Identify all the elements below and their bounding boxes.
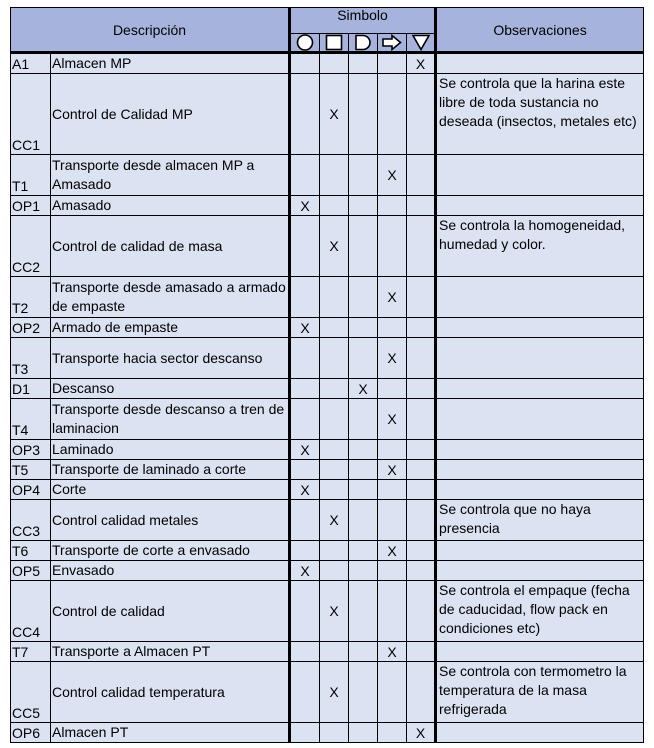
- table-row: [11, 318, 644, 338]
- symbol-cell-storage-triangle: [407, 480, 436, 500]
- step-description: Transporte de corte a envasado: [51, 541, 290, 561]
- symbol-cell-delay-d: [349, 155, 378, 196]
- step-observation: Se controla el empaque (fecha de caducidad, flow pack en condiciones etc): [436, 581, 644, 642]
- table-row: [11, 53, 644, 74]
- symbol-cell-inspection-square: [320, 318, 349, 338]
- step-observation: [436, 318, 644, 338]
- step-code: T2: [11, 277, 51, 318]
- inspection-square-icon: [320, 34, 349, 53]
- step-code: OP5: [11, 561, 51, 581]
- symbol-cell-inspection-square: [320, 480, 349, 500]
- symbol-cell-transport-arrow: [378, 53, 407, 74]
- symbol-cell-delay-d: [349, 53, 378, 74]
- symbol-cell-delay-d: [349, 399, 378, 440]
- table-row: [11, 399, 644, 440]
- table-row: [11, 581, 644, 642]
- step-description: Transporte a Almacen PT: [51, 642, 290, 662]
- symbol-cell-transport-arrow: [378, 318, 407, 338]
- step-code: OP3: [11, 440, 51, 460]
- symbol-mark: X: [378, 642, 407, 662]
- symbol-cell-storage-triangle: [407, 318, 436, 338]
- step-observation: Se controla que la harina este libre de toda sustancia no deseada (insectos, metales etc): [436, 74, 644, 155]
- header-descripcion: Descripción: [11, 8, 290, 53]
- step-description: Envasado: [51, 561, 290, 581]
- symbol-cell-delay-d: [349, 561, 378, 581]
- step-description: Control de calidad: [51, 581, 290, 642]
- symbol-cell-inspection-square: [320, 399, 349, 440]
- symbol-mark: X: [378, 460, 407, 480]
- table-row: [11, 196, 644, 216]
- step-code: T1: [11, 155, 51, 196]
- symbol-cell-operation-circle: [290, 581, 320, 642]
- step-description: Transporte de laminado a corte: [51, 460, 290, 480]
- symbol-cell-delay-d: [349, 196, 378, 216]
- symbol-cell-inspection-square: [320, 460, 349, 480]
- symbol-cell-inspection-square: [320, 541, 349, 561]
- step-code: T3: [11, 338, 51, 379]
- symbol-mark: X: [320, 662, 349, 723]
- table-row: [11, 642, 644, 662]
- symbol-mark: X: [378, 338, 407, 379]
- table-row: [11, 723, 644, 743]
- symbol-cell-operation-circle: [290, 216, 320, 277]
- step-description: Amasado: [51, 196, 290, 216]
- table-row: [11, 561, 644, 581]
- process-flow-table: [10, 7, 644, 743]
- symbol-cell-transport-arrow: [378, 662, 407, 723]
- symbol-cell-operation-circle: [290, 541, 320, 561]
- symbol-cell-storage-triangle: [407, 642, 436, 662]
- step-observation: [436, 723, 644, 743]
- symbol-cell-storage-triangle: [407, 440, 436, 460]
- step-observation: [436, 338, 644, 379]
- symbol-cell-transport-arrow: [378, 74, 407, 155]
- header-observaciones: Observaciones: [436, 8, 644, 53]
- step-code: T4: [11, 399, 51, 440]
- step-code: T5: [11, 460, 51, 480]
- table-row: [11, 500, 644, 541]
- operation-circle-icon: [290, 34, 320, 53]
- step-observation: Se controla con termometro la temperatura de la masa refrigerada: [436, 662, 644, 723]
- symbol-mark: X: [290, 561, 320, 581]
- step-observation: [436, 379, 644, 399]
- symbol-mark: X: [378, 541, 407, 561]
- step-code: CC2: [11, 216, 51, 277]
- symbol-cell-inspection-square: [320, 338, 349, 379]
- step-description: Almacen MP: [51, 53, 290, 74]
- step-description: Control calidad temperatura: [51, 662, 290, 723]
- storage-triangle-icon: [407, 34, 436, 53]
- symbol-cell-inspection-square: [320, 642, 349, 662]
- step-code: OP1: [11, 196, 51, 216]
- step-observation: [436, 399, 644, 440]
- symbol-cell-storage-triangle: [407, 662, 436, 723]
- step-description: Laminado: [51, 440, 290, 460]
- symbol-mark: X: [290, 480, 320, 500]
- step-observation: [436, 541, 644, 561]
- symbol-mark: X: [320, 581, 349, 642]
- symbol-cell-storage-triangle: [407, 541, 436, 561]
- step-observation: Se controla que no haya presencia: [436, 500, 644, 541]
- step-code: CC3: [11, 500, 51, 541]
- step-description: Transporte desde amasado a armado de empaste: [51, 277, 290, 318]
- symbol-cell-storage-triangle: [407, 581, 436, 642]
- step-observation: [436, 277, 644, 318]
- symbol-cell-transport-arrow: [378, 196, 407, 216]
- step-description: Transporte desde descanso a tren de laminacion: [51, 399, 290, 440]
- step-description: Almacen PT: [51, 723, 290, 743]
- symbol-cell-storage-triangle: [407, 379, 436, 399]
- symbol-cell-storage-triangle: [407, 74, 436, 155]
- symbol-mark: X: [290, 440, 320, 460]
- symbol-cell-transport-arrow: [378, 216, 407, 277]
- symbol-cell-storage-triangle: [407, 155, 436, 196]
- symbol-cell-operation-circle: [290, 642, 320, 662]
- symbol-cell-transport-arrow: [378, 500, 407, 541]
- table-row: [11, 277, 644, 318]
- symbol-cell-storage-triangle: [407, 460, 436, 480]
- step-code: CC1: [11, 74, 51, 155]
- symbol-cell-transport-arrow: [378, 723, 407, 743]
- symbol-cell-inspection-square: [320, 440, 349, 460]
- symbol-cell-delay-d: [349, 216, 378, 277]
- symbol-mark: X: [407, 723, 436, 743]
- symbol-cell-delay-d: [349, 338, 378, 379]
- symbol-mark: X: [320, 500, 349, 541]
- step-description: Control de Calidad MP: [51, 74, 290, 155]
- symbol-cell-inspection-square: [320, 53, 349, 74]
- step-observation: [436, 642, 644, 662]
- symbol-cell-delay-d: [349, 277, 378, 318]
- table-row: [11, 338, 644, 379]
- symbol-cell-inspection-square: [320, 379, 349, 399]
- step-description: Control de calidad de masa: [51, 216, 290, 277]
- symbol-mark: X: [320, 216, 349, 277]
- symbol-cell-delay-d: [349, 723, 378, 743]
- symbol-cell-operation-circle: [290, 723, 320, 743]
- step-observation: Se controla la homogeneidad, humedad y color.: [436, 216, 644, 277]
- symbol-cell-inspection-square: [320, 723, 349, 743]
- step-description: Corte: [51, 480, 290, 500]
- symbol-cell-operation-circle: [290, 155, 320, 196]
- symbol-mark: X: [290, 196, 320, 216]
- symbol-cell-storage-triangle: [407, 216, 436, 277]
- step-observation: [436, 460, 644, 480]
- symbol-cell-delay-d: [349, 74, 378, 155]
- step-code: OP4: [11, 480, 51, 500]
- step-code: T7: [11, 642, 51, 662]
- symbol-cell-transport-arrow: [378, 440, 407, 460]
- step-description: Armado de empaste: [51, 318, 290, 338]
- symbol-mark: X: [407, 53, 436, 74]
- symbol-cell-operation-circle: [290, 277, 320, 318]
- step-code: CC4: [11, 581, 51, 642]
- step-description: Transporte hacia sector descanso: [51, 338, 290, 379]
- step-code: D1: [11, 379, 51, 399]
- symbol-cell-operation-circle: [290, 53, 320, 74]
- symbol-cell-transport-arrow: [378, 480, 407, 500]
- symbol-cell-operation-circle: [290, 399, 320, 440]
- header-simbolo: Simbolo: [290, 8, 436, 34]
- symbol-mark: X: [378, 155, 407, 196]
- symbol-cell-operation-circle: [290, 74, 320, 155]
- symbol-cell-inspection-square: [320, 196, 349, 216]
- step-code: OP6: [11, 723, 51, 743]
- table-row: [11, 440, 644, 460]
- symbol-cell-storage-triangle: [407, 399, 436, 440]
- symbol-cell-delay-d: [349, 440, 378, 460]
- symbol-cell-transport-arrow: [378, 561, 407, 581]
- step-observation: [436, 480, 644, 500]
- symbol-cell-operation-circle: [290, 338, 320, 379]
- symbol-mark: X: [378, 277, 407, 318]
- table-row: [11, 480, 644, 500]
- table-row: [11, 460, 644, 480]
- symbol-cell-storage-triangle: [407, 500, 436, 541]
- symbol-cell-delay-d: [349, 318, 378, 338]
- symbol-cell-delay-d: [349, 480, 378, 500]
- step-observation: [436, 561, 644, 581]
- symbol-cell-storage-triangle: [407, 196, 436, 216]
- symbol-cell-delay-d: [349, 500, 378, 541]
- symbol-cell-operation-circle: [290, 379, 320, 399]
- symbol-mark: X: [290, 318, 320, 338]
- process-steps: [11, 53, 644, 743]
- step-observation: [436, 440, 644, 460]
- step-code: T6: [11, 541, 51, 561]
- step-description: Transporte desde almacen MP a Amasado: [51, 155, 290, 196]
- symbol-cell-delay-d: [349, 460, 378, 480]
- table-row: [11, 155, 644, 196]
- symbol-cell-delay-d: [349, 642, 378, 662]
- step-description: Descanso: [51, 379, 290, 399]
- step-code: A1: [11, 53, 51, 74]
- symbol-mark: X: [349, 379, 378, 399]
- symbol-cell-delay-d: [349, 541, 378, 561]
- symbol-cell-storage-triangle: [407, 561, 436, 581]
- symbol-cell-operation-circle: [290, 460, 320, 480]
- table-row: [11, 74, 644, 155]
- symbol-cell-operation-circle: [290, 662, 320, 723]
- step-code: CC5: [11, 662, 51, 723]
- step-observation: [436, 196, 644, 216]
- table-row: [11, 541, 644, 561]
- step-code: OP2: [11, 318, 51, 338]
- symbol-cell-delay-d: [349, 581, 378, 642]
- table-row: [11, 379, 644, 399]
- transport-arrow-icon: [378, 34, 407, 53]
- table-row: [11, 216, 644, 277]
- symbol-cell-inspection-square: [320, 561, 349, 581]
- symbol-cell-inspection-square: [320, 155, 349, 196]
- symbol-cell-storage-triangle: [407, 338, 436, 379]
- symbol-cell-delay-d: [349, 662, 378, 723]
- symbol-cell-storage-triangle: [407, 277, 436, 318]
- symbol-cell-transport-arrow: [378, 379, 407, 399]
- symbol-cell-operation-circle: [290, 500, 320, 541]
- symbol-cell-transport-arrow: [378, 581, 407, 642]
- symbol-cell-inspection-square: [320, 277, 349, 318]
- step-observation: [436, 53, 644, 74]
- step-observation: [436, 155, 644, 196]
- step-description: Control calidad metales: [51, 500, 290, 541]
- table-row: [11, 662, 644, 723]
- delay-d-icon: [349, 34, 378, 53]
- symbol-mark: X: [320, 74, 349, 155]
- symbol-mark: X: [378, 399, 407, 440]
